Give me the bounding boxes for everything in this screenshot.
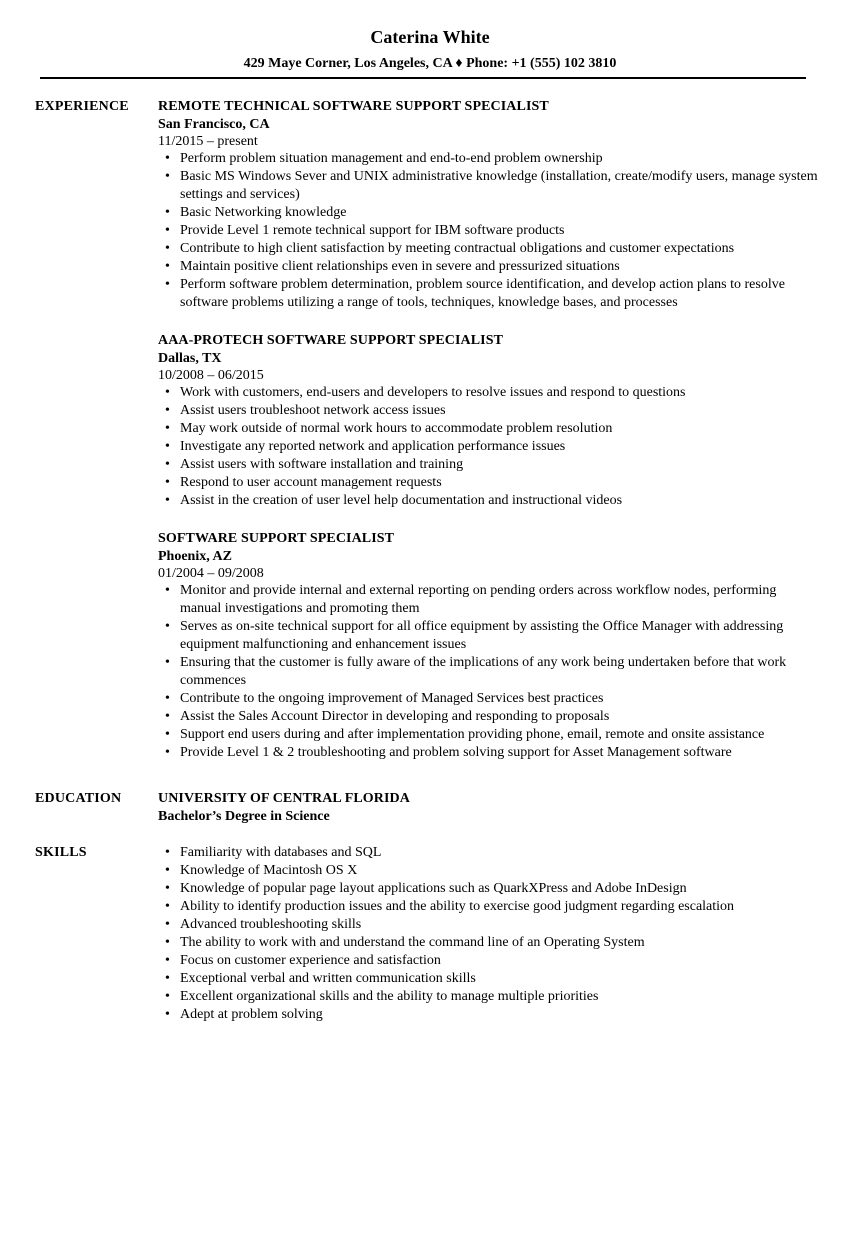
header-divider (40, 77, 806, 79)
degree: Bachelor’s Degree in Science (158, 809, 330, 824)
job-dates: 11/2015 – present (158, 134, 258, 149)
job-title: AAA-PROTECH SOFTWARE SUPPORT SPECIALIST (158, 333, 504, 348)
job-location: Phoenix, AZ (158, 549, 232, 564)
skills-heading: SKILLS (35, 845, 87, 860)
education-heading: EDUCATION (35, 791, 122, 806)
list-item: • Basic Networking knowledge (158, 204, 818, 222)
list-item: • Assist users troubleshoot network access issues (158, 402, 818, 420)
list-item: • Contribute to the ongoing improvement of Managed Services best practices (158, 690, 818, 708)
list-item: • Work with customers, end-users and developers to resolve issues and respond to questions (158, 384, 818, 402)
job-entry (158, 530, 818, 762)
job-duties-list (158, 150, 818, 312)
job-entry (158, 98, 818, 312)
list-item: • Advanced troubleshooting skills (158, 916, 818, 934)
list-item: • Monitor and provide internal and external reporting on pending orders across workflow nodes, performing manual investigations and promoting them (158, 582, 818, 618)
job-title: SOFTWARE SUPPORT SPECIALIST (158, 531, 395, 546)
education-body (158, 790, 818, 826)
job-location: Dallas, TX (158, 351, 222, 366)
list-item: • Assist the Sales Account Director in developing and responding to proposals (158, 708, 818, 726)
list-item: • Perform software problem determination, problem source identification, and develop action plans to resolve software problems utilizing a range of tools, techniques, knowledge bases, and processes (158, 276, 818, 312)
list-item: • Assist users with software installation and training (158, 456, 818, 474)
list-item: • Investigate any reported network and application performance issues (158, 438, 818, 456)
school-name: UNIVERSITY OF CENTRAL FLORIDA (158, 791, 410, 806)
list-item: • Assist in the creation of user level help documentation and instructional videos (158, 492, 818, 510)
list-item: • Knowledge of popular page layout applications such as QuarkXPress and Adobe InDesign (158, 880, 818, 898)
list-item: • Familiarity with databases and SQL (158, 844, 818, 862)
list-item: • Excellent organizational skills and the ability to manage multiple priorities (158, 988, 818, 1006)
list-item: • Exceptional verbal and written communication skills (158, 970, 818, 988)
list-item: • Support end users during and after implementation providing phone, email, remote and onsite assistance (158, 726, 818, 744)
list-item: • Knowledge of Macintosh OS X (158, 862, 818, 880)
list-item: • Maintain positive client relationships even in severe and pressurized situations (158, 258, 818, 276)
job-title: REMOTE TECHNICAL SOFTWARE SUPPORT SPECIALIST (158, 99, 549, 114)
list-item: • Perform problem situation management and end-to-end problem ownership (158, 150, 818, 168)
list-item: • Contribute to high client satisfaction by meeting contractual obligations and customer expectations (158, 240, 818, 258)
list-item: • Provide Level 1 & 2 troubleshooting and problem solving support for Asset Management software (158, 744, 818, 762)
list-item: • May work outside of normal work hours to accommodate problem resolution (158, 420, 818, 438)
skills-body (158, 844, 818, 1024)
resume-header (0, 0, 860, 79)
skills-section (0, 844, 860, 1024)
job-entry (158, 332, 818, 510)
job-duties-list (158, 582, 818, 762)
list-item: • Respond to user account management requests (158, 474, 818, 492)
list-item: • Adept at problem solving (158, 1006, 818, 1024)
contact-line: 429 Maye Corner, Los Angeles, CA ♦ Phone: +1 (555) 102 3810 (243, 56, 617, 71)
experience-heading: EXPERIENCE (35, 99, 129, 114)
job-duties-list (158, 384, 818, 510)
list-item: • Serves as on-site technical support for all office equipment by assisting the Office Manager with addressing equipment malfunctioning and enhancement issues (158, 618, 818, 654)
list-item: • Ensuring that the customer is fully aware of the implications of any work being undertaken before that work commences (158, 654, 818, 690)
list-item: • Basic MS Windows Sever and UNIX administrative knowledge (installation, create/modify users, manage system settings and services) (158, 168, 818, 204)
list-item: • Ability to identify production issues and the ability to exercise good judgment regarding escalation (158, 898, 818, 916)
experience-section (0, 98, 860, 762)
skills-list (158, 844, 818, 1024)
candidate-name: Caterina White (370, 27, 490, 47)
job-location: San Francisco, CA (158, 117, 270, 132)
job-dates: 01/2004 – 09/2008 (158, 566, 264, 581)
job-dates: 10/2008 – 06/2015 (158, 368, 264, 383)
list-item: • The ability to work with and understand the command line of an Operating System (158, 934, 818, 952)
list-item: • Focus on customer experience and satisfaction (158, 952, 818, 970)
education-section (0, 790, 860, 826)
experience-body (158, 98, 818, 762)
list-item: • Provide Level 1 remote technical support for IBM software products (158, 222, 818, 240)
